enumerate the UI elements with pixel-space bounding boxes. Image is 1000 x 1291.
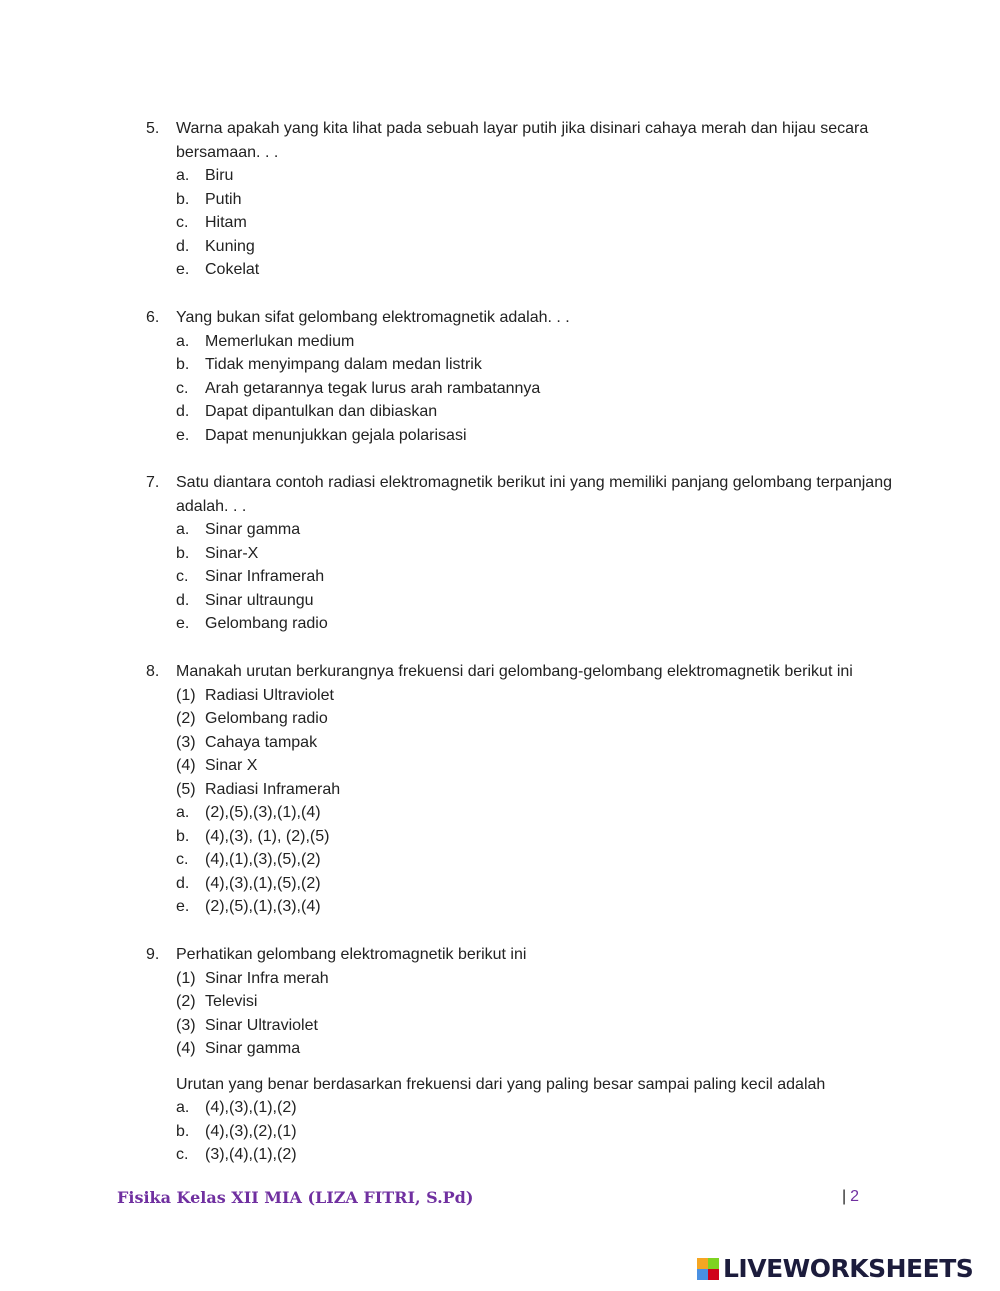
answer-option bbox=[176, 211, 906, 235]
answer-option bbox=[176, 825, 906, 849]
answer-option bbox=[176, 258, 906, 282]
answer-option bbox=[176, 848, 906, 872]
answer-option bbox=[176, 400, 906, 424]
option-label: c. bbox=[176, 568, 189, 585]
answer-option bbox=[176, 542, 906, 566]
option-label: (1) bbox=[176, 686, 196, 704]
question-8 bbox=[146, 660, 906, 919]
option-label: (3) bbox=[176, 1016, 196, 1034]
list-item bbox=[176, 731, 906, 755]
option-label: c. bbox=[176, 379, 189, 397]
option-label: e. bbox=[176, 261, 190, 278]
option-label: d. bbox=[176, 591, 190, 609]
option-text: Kuning bbox=[205, 237, 255, 255]
brand-name: LIVEWORKSHEETS bbox=[723, 1254, 974, 1283]
list-item bbox=[176, 1037, 906, 1061]
footer-title: Fisika Kelas XII MIA (LIZA FITRI, S.Pd) bbox=[117, 1188, 474, 1207]
option-label: a. bbox=[176, 1099, 190, 1116]
option-label: a. bbox=[176, 804, 190, 821]
answer-option bbox=[176, 330, 906, 354]
question-stem bbox=[146, 117, 906, 164]
question-text: Perhatikan gelombang elektromagnetik berikut ini bbox=[176, 946, 527, 963]
answer-option bbox=[176, 188, 906, 212]
option-text: Radiasi Ultraviolet bbox=[205, 686, 334, 704]
option-text: Gelombang radio bbox=[205, 710, 328, 727]
option-label: b. bbox=[176, 356, 190, 373]
option-text: Hitam bbox=[205, 214, 247, 231]
option-label: (4) bbox=[176, 1040, 196, 1057]
question-number: 5. bbox=[146, 120, 160, 137]
option-text: Dapat dipantulkan dan dibiaskan bbox=[205, 403, 438, 420]
option-text: Dapat menunjukkan gejala polarisasi bbox=[205, 426, 467, 444]
list-item bbox=[176, 778, 906, 802]
option-label: (1) bbox=[176, 969, 196, 987]
option-text: Sinar ultraungu bbox=[205, 591, 314, 609]
question-number: 8. bbox=[146, 663, 160, 680]
answer-option bbox=[176, 235, 906, 259]
page-number bbox=[842, 1188, 859, 1206]
option-text: Arah getarannya tegak lurus arah rambatannya bbox=[205, 379, 541, 397]
answer-option bbox=[176, 565, 906, 589]
option-label: a. bbox=[176, 332, 190, 350]
option-text: Tidak menyimpang dalam medan listrik bbox=[205, 356, 482, 373]
liveworksheets-logo-icon bbox=[697, 1258, 719, 1280]
logo-tile bbox=[708, 1258, 719, 1269]
question-6 bbox=[146, 306, 906, 447]
list-item bbox=[176, 754, 906, 778]
answer-option bbox=[176, 164, 906, 188]
answer-option bbox=[176, 518, 906, 542]
option-label: c. bbox=[176, 1146, 189, 1163]
option-label: (5) bbox=[176, 780, 196, 798]
option-label: (2) bbox=[176, 710, 196, 727]
question-note: Urutan yang benar berdasarkan frekuensi dari yang paling besar sampai paling kecil adalah bbox=[176, 1075, 826, 1093]
logo-tile bbox=[708, 1269, 719, 1280]
option-label: b. bbox=[176, 544, 190, 562]
option-label: e. bbox=[176, 615, 190, 632]
answer-option bbox=[176, 424, 906, 448]
option-label: e. bbox=[176, 426, 190, 444]
question-stem bbox=[146, 660, 906, 684]
option-text: Sinar gamma bbox=[205, 521, 301, 538]
option-text: Radiasi Inframerah bbox=[205, 780, 341, 798]
list-item bbox=[176, 1014, 906, 1038]
option-text: Memerlukan medium bbox=[205, 332, 355, 350]
option-label: b. bbox=[176, 827, 190, 845]
list-item bbox=[176, 990, 906, 1014]
list-item bbox=[176, 707, 906, 731]
option-text: (4),(3),(1),(5),(2) bbox=[205, 874, 321, 892]
logo-tile bbox=[697, 1269, 708, 1280]
option-label: c. bbox=[176, 214, 189, 231]
option-label: a. bbox=[176, 521, 190, 538]
question-9 bbox=[146, 943, 906, 1167]
option-text: Biru bbox=[205, 167, 234, 184]
option-text: Televisi bbox=[205, 993, 258, 1010]
option-label: d. bbox=[176, 237, 190, 255]
answer-option bbox=[176, 872, 906, 896]
option-label: e. bbox=[176, 898, 190, 915]
question-number: 6. bbox=[146, 309, 160, 326]
option-text: Sinar gamma bbox=[205, 1040, 301, 1057]
option-text: Cokelat bbox=[205, 261, 260, 278]
option-text: (4),(3), (1), (2),(5) bbox=[205, 827, 330, 845]
answer-option bbox=[176, 801, 906, 825]
page-number-value: 2 bbox=[850, 1188, 860, 1205]
option-text: Putih bbox=[205, 190, 242, 208]
question-text: Warna apakah yang kita lihat pada sebuah layar putih jika disinari cahaya merah dan hijau secara bersamaan. . . bbox=[176, 120, 869, 161]
answer-option bbox=[176, 1120, 906, 1144]
answer-option bbox=[176, 353, 906, 377]
option-label: (2) bbox=[176, 993, 196, 1010]
option-label: b. bbox=[176, 1122, 190, 1140]
option-text: Sinar X bbox=[205, 757, 258, 774]
answer-option bbox=[176, 1143, 906, 1167]
option-label: (4) bbox=[176, 757, 196, 774]
option-text: (4),(3),(2),(1) bbox=[205, 1122, 297, 1140]
question-text: Yang bukan sifat gelombang elektromagnetik adalah. . . bbox=[176, 309, 570, 326]
option-text: Cahaya tampak bbox=[205, 733, 318, 751]
option-text: (4),(1),(3),(5),(2) bbox=[205, 851, 321, 868]
question-number: 9. bbox=[146, 946, 160, 963]
option-label: d. bbox=[176, 403, 190, 420]
question-stem bbox=[146, 306, 906, 330]
option-label: b. bbox=[176, 190, 190, 208]
option-text: (4),(3),(1),(2) bbox=[205, 1099, 297, 1116]
list-item bbox=[176, 684, 906, 708]
question-text: Satu diantara contoh radiasi elektromagnetik berikut ini yang memiliki panjang gelombang terpanjang adalah. . . bbox=[176, 474, 892, 515]
option-text: Sinar Infra merah bbox=[205, 969, 329, 987]
option-text: Sinar Ultraviolet bbox=[205, 1016, 318, 1034]
answer-option bbox=[176, 1096, 906, 1120]
option-text: Sinar Inframerah bbox=[205, 568, 325, 585]
option-label: d. bbox=[176, 874, 190, 892]
answer-option bbox=[176, 377, 906, 401]
question-stem bbox=[146, 471, 906, 518]
list-item bbox=[176, 967, 906, 991]
logo-tile bbox=[697, 1258, 708, 1269]
footer-separator: | bbox=[842, 1188, 847, 1205]
answer-option bbox=[176, 612, 906, 636]
option-text: (2),(5),(3),(1),(4) bbox=[205, 804, 321, 821]
option-label: a. bbox=[176, 167, 190, 184]
option-label: (3) bbox=[176, 733, 196, 751]
question-text: Manakah urutan berkurangnya frekuensi dari gelombang-gelombang elektromagnetik berikut ini bbox=[176, 663, 853, 680]
option-label: c. bbox=[176, 851, 189, 868]
option-text: Sinar-X bbox=[205, 544, 259, 562]
liveworksheets-brand[interactable] bbox=[697, 1254, 973, 1283]
option-text: (3),(4),(1),(2) bbox=[205, 1146, 297, 1163]
answer-option bbox=[176, 589, 906, 613]
answer-option bbox=[176, 895, 906, 919]
question-5 bbox=[146, 117, 906, 282]
option-text: Gelombang radio bbox=[205, 615, 328, 632]
question-7 bbox=[146, 471, 906, 636]
option-text: (2),(5),(1),(3),(4) bbox=[205, 898, 321, 915]
question-number: 7. bbox=[146, 474, 160, 491]
question-stem bbox=[146, 943, 906, 967]
